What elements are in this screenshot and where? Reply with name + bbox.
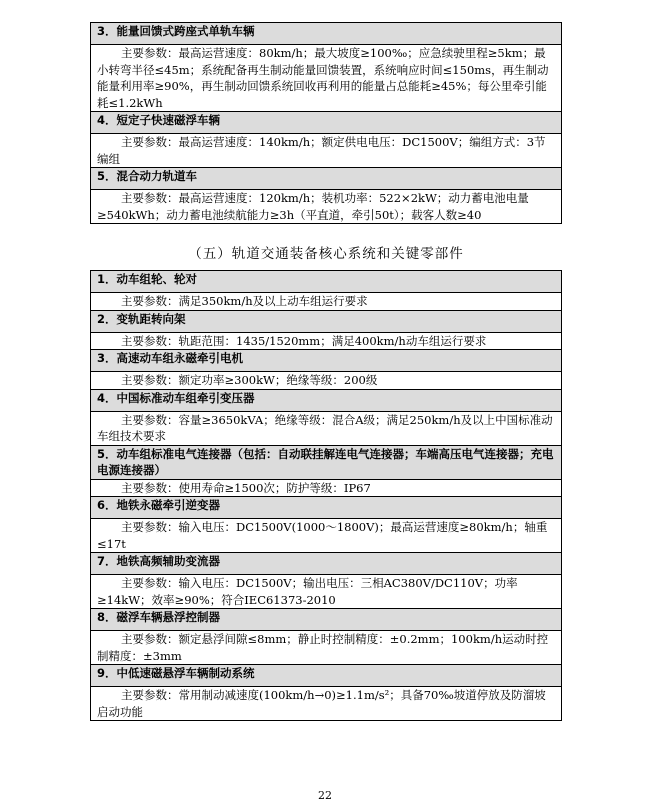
table-row [91, 553, 562, 575]
item-body: 主要参数：最高运营速度：120km/h；装机功率：522×2kW；动力蓄电池电量≥540kWh；动力蓄电池续航能力≥3h（平直道，牵引50t）；载客人数≥40 [91, 190, 562, 224]
item-title: 6．地铁永磁牵引逆变器 [91, 497, 562, 519]
item-body: 主要参数：满足350km/h及以上动车组运行要求 [91, 293, 562, 311]
item-body: 主要参数：额定功率≥300kW；绝缘等级：200级 [91, 372, 562, 390]
table-row [91, 168, 562, 190]
table-row [91, 112, 562, 134]
component-spec-table [90, 270, 562, 721]
item-body: 主要参数：最高运营速度：80km/h；最大坡度≥100‰；应急续驶里程≥5km；最小转弯半径≤45m；系统配备再生制动能量回馈装置，系统响应时间≤150ms，再生制动能量利用率≥90%，再生制动回馈系统回收再利用的能量占总能耗≥45%；每公里牵引能耗≤1.2kWh [91, 45, 562, 112]
table-row [91, 23, 562, 45]
table-row [91, 445, 562, 479]
item-title: 5．动车组标准电气连接器（包括：自动联挂解连电气连接器；车端高压电气连接器；充电电源连接器） [91, 445, 562, 479]
table-row [91, 687, 562, 721]
table-row [91, 389, 562, 411]
table-row [91, 411, 562, 445]
item-title: 8．磁浮车辆悬浮控制器 [91, 609, 562, 631]
item-title: 1．动车组轮、轮对 [91, 271, 562, 293]
table-row [91, 497, 562, 519]
item-body: 主要参数：最高运营速度：140km/h；额定供电电压：DC1500V；编组方式：3节编组 [91, 134, 562, 168]
item-body: 主要参数：输入电压：DC1500V(1000～1800V)；最高运营速度≥80km/h；轴重≤17t [91, 519, 562, 553]
item-title: 3．高速动车组永磁牵引电机 [91, 350, 562, 372]
page-number: 22 [318, 789, 332, 802]
table-row [91, 631, 562, 665]
item-body: 主要参数：使用寿命≥1500次；防护等级：IP67 [91, 479, 562, 497]
section-heading: （五）轨道交通装备核心系统和关键零部件 [188, 246, 464, 262]
table-row [91, 479, 562, 497]
item-title: 4．短定子快速磁浮车辆 [91, 112, 562, 134]
item-title: 7．地铁高频辅助变流器 [91, 553, 562, 575]
vehicle-spec-table [90, 22, 562, 224]
item-title: 2．变轨距转向架 [91, 310, 562, 332]
item-body: 主要参数：额定悬浮间隙≤8mm；静止时控制精度：±0.2mm；100km/h运动时控制精度：±3mm [91, 631, 562, 665]
table-row [91, 293, 562, 311]
table-row [91, 310, 562, 332]
table-row [91, 134, 562, 168]
table-row [91, 665, 562, 687]
table-row [91, 332, 562, 350]
table-row [91, 190, 562, 224]
table-row [91, 519, 562, 553]
item-body: 主要参数：轨距范围：1435/1520mm；满足400km/h动车组运行要求 [91, 332, 562, 350]
table-row [91, 271, 562, 293]
table-row [91, 372, 562, 390]
item-title: 9．中低速磁悬浮车辆制动系统 [91, 665, 562, 687]
table-row [91, 575, 562, 609]
item-title: 3．能量回馈式跨座式单轨车辆 [91, 23, 562, 45]
table-row [91, 350, 562, 372]
table-row [91, 609, 562, 631]
table-row [91, 45, 562, 112]
item-body: 主要参数：常用制动减速度(100km/h→0)≥1.1m/s²；具备70‰坡道停放及防溜坡启动功能 [91, 687, 562, 721]
item-title: 4．中国标准动车组牵引变压器 [91, 389, 562, 411]
item-title: 5．混合动力轨道车 [91, 168, 562, 190]
item-body: 主要参数：输入电压：DC1500V；输出电压：三相AC380V/DC110V；功率≥14kW；效率≥90%；符合IEC61373-2010 [91, 575, 562, 609]
item-body: 主要参数：容量≥3650kVA；绝缘等级：混合A级；满足250km/h及以上中国标准动车组技术要求 [91, 411, 562, 445]
